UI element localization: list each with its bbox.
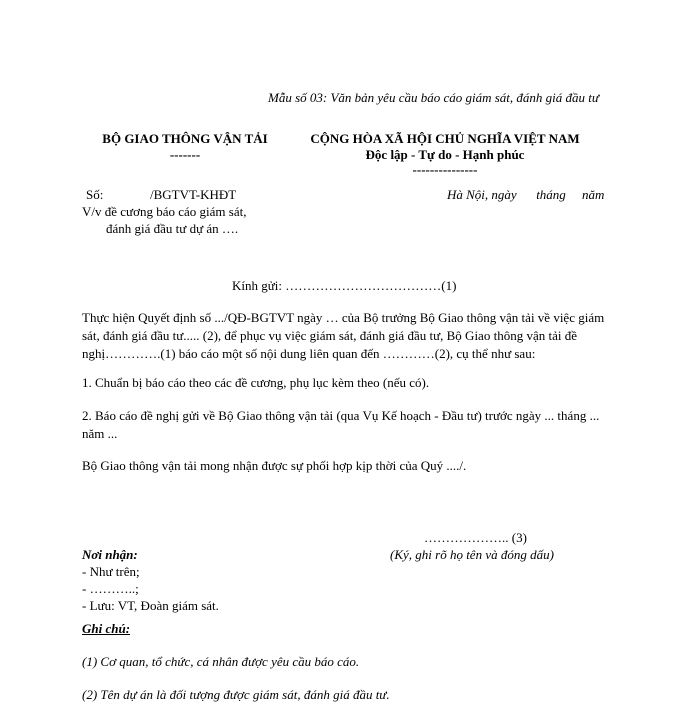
place-date: Hà Nội, ngày tháng năm	[447, 187, 605, 202]
note-item: (2) Tên dự án là đối tượng được giám sát, đánh giá đầu tư.	[82, 687, 390, 702]
nation-motto: Độc lập - Tự do - Hạnh phúc	[365, 147, 525, 162]
nation-title: CỘNG HÒA XÃ HỘI CHỦ NGHĨA VIỆT NAM	[310, 131, 580, 146]
body-paragraph-1: Thực hiện Quyết định số .../QĐ-BGTVT ngày … của Bộ trưởng Bộ Giao thông vận tải về việc giám sát, đánh giá đầu tư..... (2), để phục vụ việc giám sát, đánh giá đầu tư, Bộ Giao thông vận tải đề nghị………….(1) báo cáo một số nội dung liên quan đến …………(2), cụ thể như sau:	[82, 310, 605, 361]
subject-line-1: V/v đề cương báo cáo giám sát,	[82, 204, 247, 219]
notes-title: Ghi chú:	[82, 621, 131, 636]
signature-note: (Ký, ghi rõ họ tên và đóng dấu)	[390, 547, 554, 562]
motto-divider: ---------------	[412, 162, 478, 177]
agency-name: BỘ GIAO THÔNG VẬN TẢI	[102, 131, 268, 146]
recipients-title: Nơi nhận:	[82, 547, 138, 562]
greeting: Kính gửi: ………………………………(1)	[232, 278, 457, 293]
signature-line: ……………….. (3)	[424, 530, 527, 545]
recipient-item: - ………..;	[82, 581, 139, 596]
body-paragraph-3: 2. Báo cáo đề nghị gửi về Bộ Giao thông vận tải (qua Vụ Kế hoạch - Đầu tư) trước ngày ... tháng ... năm ...	[82, 408, 600, 441]
agency-divider: -------	[169, 147, 201, 162]
subject-line-2: đánh giá đầu tư dự án ….	[106, 221, 239, 236]
body-paragraph-2: 1. Chuẩn bị báo cáo theo các đề cương, phụ lục kèm theo (nếu có).	[82, 375, 430, 390]
recipient-item: - Như trên;	[82, 564, 140, 579]
note-item: (1) Cơ quan, tổ chức, cá nhân được yêu cầu báo cáo.	[82, 654, 360, 669]
doc-number-label: Số:	[86, 187, 104, 202]
body-paragraph-4: Bộ Giao thông vận tải mong nhận được sự phối hợp kịp thời của Quý ..../.	[82, 458, 467, 473]
doc-number-code: /BGTVT-KHĐT	[150, 187, 237, 202]
recipient-item: - Lưu: VT, Đoàn giám sát.	[82, 598, 219, 613]
form-label: Mẫu số 03: Văn bản yêu cầu báo cáo giám sát, đánh giá đầu tư	[268, 90, 599, 105]
